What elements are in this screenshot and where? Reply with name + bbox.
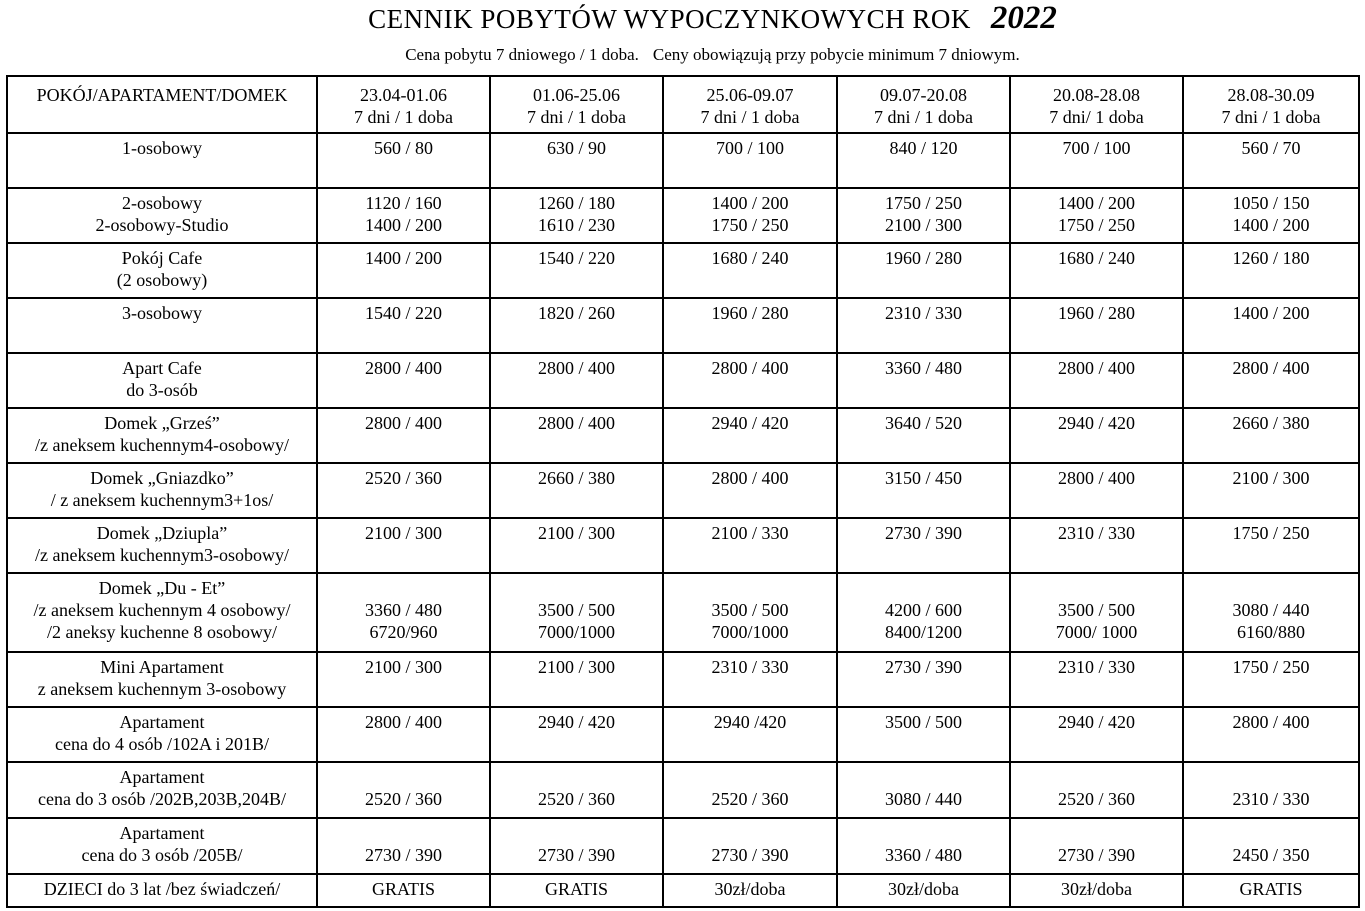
subtitle-minimum-stay: Ceny obowiązują przy pobycie minimum 7 dniowym.	[652, 45, 1020, 64]
cell-spacer	[838, 822, 1009, 844]
column-header	[490, 76, 663, 133]
price-cell	[663, 573, 837, 652]
row-label-line: z aneksem kuchennym 3-osobowy	[37, 679, 287, 699]
price-cell	[490, 818, 663, 874]
row-label-line: cena do 3 osób /202B,203B,204B/	[38, 789, 286, 809]
price-value: 1400 / 200	[1057, 193, 1135, 213]
title-text: CENNIK POBYTÓW WYPOCZYNKOWYCH ROK	[368, 4, 971, 34]
row-label-line: 3-osobowy	[122, 303, 202, 323]
column-unit: 7 dni / 1 doba	[354, 107, 453, 127]
column-unit: 7 dni / 1 doba	[700, 107, 800, 127]
price-value: 3360 / 480	[364, 600, 442, 620]
cell-spacer	[1011, 766, 1182, 788]
column-dates: 20.08-28.08	[1053, 85, 1140, 105]
price-value: 2940 / 420	[711, 413, 789, 433]
row-label-cell	[7, 652, 317, 707]
price-cell	[1010, 518, 1183, 573]
table-row	[7, 408, 1359, 463]
price-cell	[663, 408, 837, 463]
price-cell	[663, 762, 837, 818]
cell-spacer	[1011, 822, 1182, 844]
price-cell	[663, 518, 837, 573]
price-cell	[1010, 707, 1183, 762]
column-header	[1010, 76, 1183, 133]
price-value: 3150 / 450	[884, 468, 962, 488]
row-label-line: / z aneksem kuchennym3+1os/	[50, 490, 274, 510]
price-value: 1960 / 280	[1057, 303, 1135, 323]
price-value: 30zł/doba	[714, 879, 786, 899]
price-value: 1540 / 220	[364, 303, 442, 323]
row-label-line: Apart Cafe	[122, 358, 202, 378]
price-cell	[317, 818, 490, 874]
price-value: 1260 / 180	[1232, 248, 1310, 268]
price-cell-highlight	[837, 298, 1010, 353]
row-label-line: /z aneksem kuchennym3-osobowy/	[35, 545, 289, 565]
price-cell	[1010, 188, 1183, 243]
price-value: 1400 / 200	[711, 193, 789, 213]
table-row	[7, 762, 1359, 818]
price-value: 2310 / 330	[1057, 523, 1135, 543]
cell-spacer	[491, 822, 662, 844]
column-unit: 7 dni / 1 doba	[1221, 107, 1321, 127]
price-value: 1540 / 220	[537, 248, 615, 268]
price-value: 2940 / 420	[537, 712, 615, 732]
cell-spacer	[491, 577, 662, 599]
price-value: 2800 / 400	[1232, 358, 1310, 378]
row-label-cell	[7, 518, 317, 573]
price-cell-highlight	[837, 463, 1010, 518]
price-value: 1400 / 200	[364, 215, 442, 235]
price-value: 700 / 100	[1062, 138, 1131, 158]
column-dates: 09.07-20.08	[880, 85, 967, 105]
price-cell	[663, 463, 837, 518]
price-value: 7000/ 1000	[1055, 622, 1138, 642]
price-value: 2100 / 300	[537, 657, 615, 677]
price-cell	[490, 188, 663, 243]
table-row	[7, 707, 1359, 762]
price-cell-highlight	[837, 133, 1010, 188]
price-value: 1960 / 280	[711, 303, 789, 323]
table-row	[7, 518, 1359, 573]
price-cell	[1010, 463, 1183, 518]
price-cell	[1183, 518, 1359, 573]
price-value: 6720/960	[369, 622, 438, 642]
price-cell	[1183, 408, 1359, 463]
price-value: 1680 / 240	[711, 248, 789, 268]
price-value: 2520 / 360	[364, 468, 442, 488]
price-value: 2100 / 300	[364, 657, 442, 677]
column-dates: 01.06-25.06	[533, 85, 620, 105]
price-value: 2800 / 400	[364, 712, 442, 732]
row-label-cell	[7, 573, 317, 652]
table-row	[7, 463, 1359, 518]
row-label-line: Apartament	[119, 767, 205, 787]
price-cell	[1010, 133, 1183, 188]
price-cell	[1010, 818, 1183, 874]
price-value: 2660 / 380	[1232, 413, 1310, 433]
column-header	[317, 76, 490, 133]
price-cell-highlight	[837, 353, 1010, 408]
price-cell-highlight	[837, 818, 1010, 874]
price-cell	[1183, 762, 1359, 818]
column-header	[663, 76, 837, 133]
price-value: 2730 / 390	[711, 845, 789, 865]
price-value: 1120 / 160	[365, 193, 442, 213]
table-header-row	[7, 76, 1359, 133]
cell-spacer	[318, 822, 489, 844]
price-value: 1610 / 230	[537, 215, 615, 235]
row-label-line: cena do 4 osób /102A i 201B/	[55, 734, 269, 754]
price-value: GRATIS	[544, 879, 608, 899]
price-value: 4200 / 600	[884, 600, 962, 620]
price-cell	[1010, 243, 1183, 298]
price-value: 2660 / 380	[537, 468, 615, 488]
price-cell	[490, 707, 663, 762]
price-value: 2100 / 300	[537, 523, 615, 543]
price-cell	[317, 408, 490, 463]
row-label-cell	[7, 243, 317, 298]
price-value: 1050 / 150	[1232, 193, 1310, 213]
price-value: 7000/1000	[537, 622, 615, 642]
price-value: 2100 / 300	[884, 215, 962, 235]
price-cell	[1010, 652, 1183, 707]
price-value: 2940 /420	[713, 712, 787, 732]
price-cell	[490, 518, 663, 573]
price-value: 2100 / 300	[1232, 468, 1310, 488]
price-cell-highlight	[837, 573, 1010, 652]
price-cell-highlight	[837, 408, 1010, 463]
table-row	[7, 573, 1359, 652]
price-value: 1960 / 280	[884, 248, 962, 268]
column-dates: 25.06-09.07	[706, 85, 794, 105]
cell-spacer	[664, 822, 836, 844]
price-value: 1260 / 180	[537, 193, 615, 213]
price-value: 3360 / 480	[884, 845, 962, 865]
price-cell	[490, 652, 663, 707]
price-cell	[1010, 353, 1183, 408]
column-header	[1183, 76, 1359, 133]
price-value: 2730 / 390	[364, 845, 442, 865]
price-cell	[490, 874, 663, 907]
price-value: 8400/1200	[884, 622, 962, 642]
row-label-line: Domek „Grześ”	[104, 413, 220, 433]
price-cell	[1010, 298, 1183, 353]
table-row	[7, 133, 1359, 188]
price-cell	[490, 463, 663, 518]
cell-spacer	[838, 577, 1009, 599]
price-cell	[1010, 408, 1183, 463]
column-dates: 23.04-01.06	[360, 85, 447, 105]
price-cell	[663, 298, 837, 353]
row-label-line: Apartament	[119, 823, 205, 843]
price-value: 30zł/doba	[1061, 879, 1132, 899]
price-cell	[490, 133, 663, 188]
cell-spacer	[1184, 822, 1358, 844]
price-value: 2800 / 400	[1232, 712, 1310, 732]
table-row	[7, 353, 1359, 408]
cell-spacer	[664, 766, 836, 788]
price-cell	[317, 298, 490, 353]
subtitle-price-basis: Cena pobytu 7 dniowego / 1 doba.	[405, 45, 639, 64]
price-value: 3500 / 500	[537, 600, 615, 620]
price-value: 1680 / 240	[1057, 248, 1135, 268]
price-value: GRATIS	[1239, 879, 1303, 899]
row-label-line: cena do 3 osób /205B/	[81, 845, 243, 865]
price-cell-highlight	[837, 874, 1010, 907]
price-cell	[663, 818, 837, 874]
price-value: 3500 / 500	[884, 712, 962, 732]
price-value: 30zł/doba	[888, 879, 959, 899]
price-value: 1750 / 250	[1232, 657, 1310, 677]
price-cell	[317, 188, 490, 243]
row-label-cell	[7, 463, 317, 518]
price-cell	[1010, 874, 1183, 907]
row-label-line: (2 osobowy)	[116, 270, 208, 290]
price-value: GRATIS	[371, 879, 435, 899]
price-cell	[317, 518, 490, 573]
price-value: 2520 / 360	[711, 789, 789, 809]
cell-spacer	[664, 577, 836, 599]
price-value: 1400 / 200	[1232, 215, 1310, 235]
row-label-line: Mini Apartament	[100, 657, 224, 677]
cell-spacer	[1011, 577, 1182, 599]
price-value: 1400 / 200	[1232, 303, 1310, 323]
column-unit: 7 dni/ 1 doba	[1049, 107, 1144, 127]
cell-spacer	[1184, 766, 1358, 788]
price-cell	[1183, 573, 1359, 652]
price-value: 2800 / 400	[364, 413, 442, 433]
row-label-cell	[7, 353, 317, 408]
price-value: 1820 / 260	[537, 303, 615, 323]
price-value: 3080 / 440	[1232, 600, 1310, 620]
row-label-line: Pokój Cafe	[121, 248, 203, 268]
price-cell	[1183, 188, 1359, 243]
price-value: 2730 / 390	[1057, 845, 1135, 865]
price-value: 2730 / 390	[537, 845, 615, 865]
price-cell-highlight	[837, 188, 1010, 243]
table-row	[7, 652, 1359, 707]
table-row	[7, 298, 1359, 353]
price-cell	[490, 762, 663, 818]
price-cell	[663, 707, 837, 762]
row-label-line: Apartament	[119, 712, 205, 732]
price-cell	[1183, 243, 1359, 298]
table-row	[7, 188, 1359, 243]
corner-header	[7, 76, 317, 133]
price-value: 630 / 90	[546, 138, 606, 158]
row-label-line: DZIECI do 3 lat /bez świadczeń/	[43, 879, 281, 899]
document-subtitle	[0, 42, 1365, 68]
row-label-cell	[7, 762, 317, 818]
price-value: 3500 / 500	[1057, 600, 1135, 620]
price-value: 7000/1000	[711, 622, 789, 642]
cell-spacer	[318, 577, 489, 599]
row-label-line: 2-osobowy-Studio	[95, 215, 229, 235]
price-cell	[663, 133, 837, 188]
price-value: 2940 / 420	[1057, 413, 1135, 433]
price-cell-highlight	[837, 707, 1010, 762]
price-cell-highlight	[837, 762, 1010, 818]
price-table	[6, 75, 1360, 908]
price-cell	[317, 463, 490, 518]
price-cell	[317, 707, 490, 762]
price-cell	[1183, 298, 1359, 353]
price-value: 2100 / 330	[711, 523, 789, 543]
price-value: 2310 / 330	[711, 657, 789, 677]
row-label-cell	[7, 188, 317, 243]
row-label-line: Domek „Dziupla”	[96, 523, 228, 543]
price-value: 2800 / 400	[364, 358, 442, 378]
price-value: 2310 / 330	[1232, 789, 1310, 809]
table-row	[7, 874, 1359, 907]
price-cell-highlight	[837, 243, 1010, 298]
price-value: 2520 / 360	[1057, 789, 1135, 809]
price-cell	[317, 133, 490, 188]
price-cell	[663, 652, 837, 707]
table-row	[7, 818, 1359, 874]
title-year: 2022	[990, 0, 1057, 36]
price-value: 700 / 100	[715, 138, 784, 158]
column-header-highlight	[837, 76, 1010, 133]
price-cell-highlight	[837, 518, 1010, 573]
price-value: 2520 / 360	[537, 789, 615, 809]
price-value: 6160/880	[1236, 622, 1305, 642]
row-label-cell	[7, 133, 317, 188]
cell-spacer	[1184, 577, 1358, 599]
price-cell	[1010, 573, 1183, 652]
price-value: 2940 / 420	[1057, 712, 1135, 732]
price-value: 840 / 120	[889, 138, 958, 158]
row-label-cell	[7, 818, 317, 874]
price-cell	[663, 243, 837, 298]
row-label-line: 1-osobowy	[122, 138, 202, 158]
price-cell	[317, 874, 490, 907]
price-value: 1750 / 250	[1232, 523, 1310, 543]
row-label-cell	[7, 408, 317, 463]
price-value: 2800 / 400	[711, 358, 789, 378]
price-cell	[490, 353, 663, 408]
price-cell	[317, 243, 490, 298]
price-value: 2800 / 400	[1057, 358, 1135, 378]
price-value: 3080 / 440	[884, 789, 962, 809]
column-dates: 28.08-30.09	[1227, 85, 1315, 105]
price-value: 1750 / 250	[711, 215, 789, 235]
price-value: 1750 / 250	[1057, 215, 1135, 235]
row-label-line: /z aneksem kuchennym4-osobowy/	[35, 435, 289, 455]
price-value: 2310 / 330	[1057, 657, 1135, 677]
price-cell	[1183, 707, 1359, 762]
price-value: 3360 / 480	[884, 358, 962, 378]
price-cell	[1183, 652, 1359, 707]
price-cell	[490, 243, 663, 298]
price-cell	[490, 573, 663, 652]
cell-spacer	[838, 766, 1009, 788]
price-value: 2730 / 390	[884, 657, 962, 677]
price-value: 3640 / 520	[884, 413, 962, 433]
row-label-line: Domek „Gniazdko”	[90, 468, 234, 488]
price-cell	[1183, 133, 1359, 188]
price-cell	[663, 874, 837, 907]
price-cell	[1183, 463, 1359, 518]
row-label-line: Domek „Du - Et”	[98, 578, 226, 598]
price-value: 560 / 80	[373, 138, 433, 158]
price-value: 2800 / 400	[711, 468, 789, 488]
cell-spacer	[318, 766, 489, 788]
cell-spacer	[491, 766, 662, 788]
row-label-cell	[7, 298, 317, 353]
price-cell	[1183, 874, 1359, 907]
price-value: 2450 / 350	[1232, 845, 1310, 865]
price-cell	[317, 652, 490, 707]
table-body	[7, 133, 1359, 907]
price-cell	[1183, 353, 1359, 408]
price-value: 2100 / 300	[364, 523, 442, 543]
row-label-cell	[7, 874, 317, 907]
price-value: 2800 / 400	[537, 358, 615, 378]
row-label-line: /z aneksem kuchennym 4 osobowy/	[33, 600, 291, 620]
price-cell	[317, 762, 490, 818]
price-cell	[663, 188, 837, 243]
price-cell-highlight	[837, 652, 1010, 707]
row-label-line: /2 aneksy kuchenne 8 osobowy/	[47, 622, 277, 642]
price-cell	[1010, 762, 1183, 818]
price-value: 1750 / 250	[884, 193, 962, 213]
price-value: 2800 / 400	[537, 413, 615, 433]
price-cell	[663, 353, 837, 408]
price-value: 2310 / 330	[884, 303, 962, 323]
column-unit: 7 dni / 1 doba	[874, 107, 973, 127]
price-cell	[490, 298, 663, 353]
column-unit: 7 dni / 1 doba	[527, 107, 626, 127]
row-label-line: 2-osobowy	[122, 193, 202, 213]
price-value: 2800 / 400	[1057, 468, 1135, 488]
document-title	[0, 0, 1365, 36]
price-value: 2730 / 390	[884, 523, 962, 543]
row-label-cell	[7, 707, 317, 762]
price-value: 560 / 70	[1241, 138, 1301, 158]
price-cell	[317, 573, 490, 652]
price-cell	[1183, 818, 1359, 874]
table-row	[7, 243, 1359, 298]
price-value: 1400 / 200	[364, 248, 442, 268]
price-value: 2520 / 360	[364, 789, 442, 809]
corner-label: POKÓJ/APARTAMENT/DOMEK	[36, 85, 288, 105]
row-label-line: do 3-osób	[126, 380, 198, 400]
price-cell	[317, 353, 490, 408]
price-value: 3500 / 500	[711, 600, 789, 620]
price-cell	[490, 408, 663, 463]
